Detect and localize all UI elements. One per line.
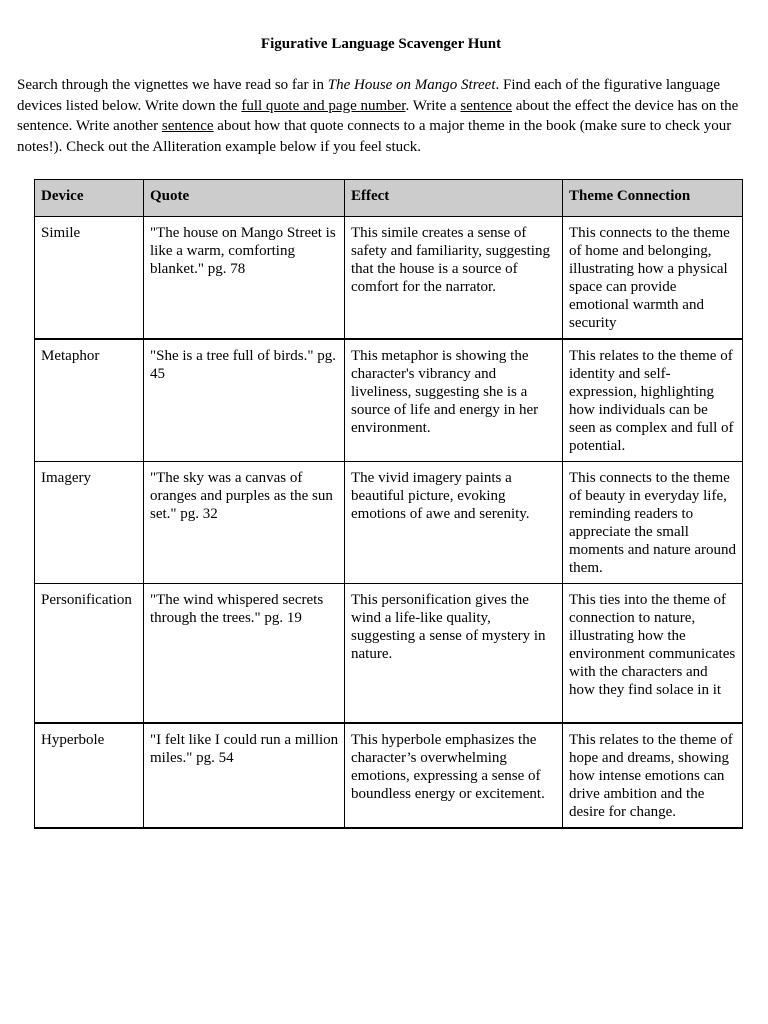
theme-cell: This relates to the theme of identity and self-expression, highlighting how individuals can be seen as complex and full of potential.	[563, 339, 743, 462]
intro-text-1: Search through the vignettes we have read so far in	[17, 77, 328, 93]
intro-text-4: about the effect the device has on the sentence. Write another	[17, 97, 739, 134]
quote-cell: "She is a tree full of birds." pg. 45	[144, 339, 345, 462]
effect-cell: The vivid imagery paints a beautiful picture, evoking emotions of awe and serenity.	[345, 462, 563, 584]
device-cell: Personification	[35, 584, 144, 723]
table-row-simile	[35, 217, 743, 340]
header-effect: Effect	[345, 180, 563, 217]
quote-cell: "The wind whispered secrets through the trees." pg. 19	[144, 584, 345, 723]
quote-cell: "The sky was a canvas of oranges and purples as the sun set." pg. 32	[144, 462, 345, 584]
theme-cell: This connects to the theme of home and belonging, illustrating how a physical space can provide emotional warmth and security	[563, 217, 743, 340]
device-cell: Imagery	[35, 462, 144, 584]
table-row-imagery	[35, 462, 743, 584]
device-cell: Metaphor	[35, 339, 144, 462]
underlined-sentence-2: sentence	[161, 118, 214, 134]
header-quote: Quote	[144, 180, 345, 217]
effect-cell: This simile creates a sense of safety and familiarity, suggesting that the house is a source of comfort for the narrator.	[345, 217, 563, 340]
book-title: The House on Mango Street	[327, 77, 496, 93]
instructions-paragraph	[17, 75, 753, 157]
quote-cell: "I felt like I could run a million miles." pg. 54	[144, 723, 345, 828]
effect-cell: This personification gives the wind a life-like quality, suggesting a sense of mystery in nature.	[345, 584, 563, 723]
header-device: Device	[35, 180, 144, 217]
device-cell: Hyperbole	[35, 723, 144, 828]
table-row-hyperbole	[35, 723, 743, 828]
theme-cell: This connects to the theme of beauty in everyday life, reminding readers to appreciate the small moments and nature around them.	[563, 462, 743, 584]
theme-cell: This ties into the theme of connection to nature, illustrating how the environment communicates with the characters and how they find solace in it	[563, 584, 743, 723]
quote-cell: "The house on Mango Street is like a warm, comforting blanket." pg. 78	[144, 217, 345, 340]
theme-cell: This relates to the theme of hope and dreams, showing how intense emotions can drive ambition and the desire for change.	[563, 723, 743, 828]
table-row-metaphor	[35, 339, 743, 462]
intro-text-3: . Write a	[405, 97, 461, 114]
table-header-row	[35, 180, 743, 217]
figurative-language-table	[34, 179, 743, 829]
intro-text-2: . Find each of the figurative language devices listed below. Write down the	[17, 77, 721, 114]
intro-text-5: about how that quote connects to a major theme in the book (make sure to check your notes!). Check out the Alliteration example below if you feel stuck.	[17, 118, 732, 155]
page-title: Figurative Language Scavenger Hunt	[260, 36, 502, 52]
effect-cell: This hyperbole emphasizes the character’s overwhelming emotions, expressing a sense of boundless energy or excitement.	[345, 723, 563, 828]
device-cell: Simile	[35, 217, 144, 340]
effect-cell: This metaphor is showing the character's vibrancy and liveliness, suggesting she is a source of life and energy in her environment.	[345, 339, 563, 462]
underlined-quote-and-page: full quote and page number	[241, 97, 406, 114]
header-theme-connection: Theme Connection	[563, 180, 743, 217]
underlined-sentence-1: sentence	[460, 97, 513, 114]
table-row-personification	[35, 584, 743, 723]
